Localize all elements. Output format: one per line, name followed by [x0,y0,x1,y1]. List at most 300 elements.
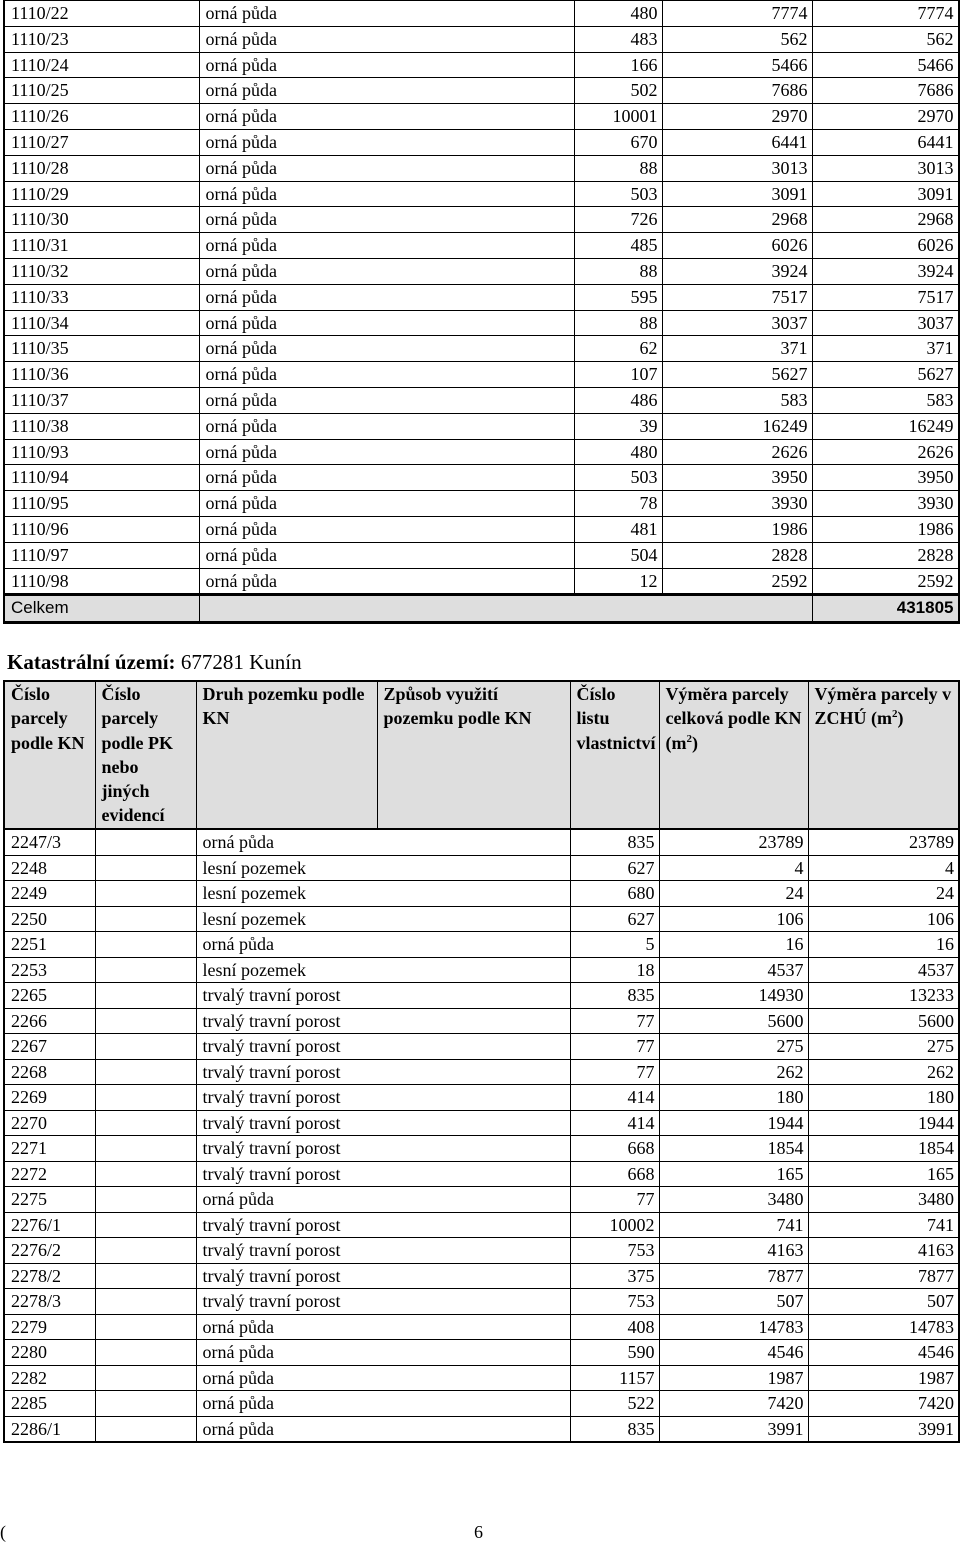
area-zchu-cell: 507 [808,1289,959,1315]
ownership-sheet-cell: 88 [574,155,662,181]
ownership-sheet-cell: 62 [574,336,662,362]
area-zchu-cell: 4163 [808,1238,959,1264]
land-type-cell: orná půda [196,1365,570,1391]
table-row [4,26,959,52]
land-type-cell: orná půda [199,439,574,465]
area-total-cell: 262 [659,1059,808,1085]
area-total-cell: 6026 [662,233,812,259]
area-total-cell: 1854 [659,1136,808,1162]
area-total-cell: 2968 [662,207,812,233]
area-zchu-cell: 1944 [808,1110,959,1136]
land-type-cell: orná půda [196,1416,570,1442]
land-type-cell: orná půda [199,104,574,130]
pk-parcel-cell [95,829,196,855]
table-row [4,881,959,907]
ownership-sheet-cell: 680 [570,881,659,907]
header-ownership-sheet: Číslo listu vlastnictví [570,681,659,829]
table-row [4,233,959,259]
ownership-sheet-cell: 595 [574,284,662,310]
table-row [4,1034,959,1060]
land-type-cell: trvalý travní porost [196,1085,570,1111]
parcel-number-cell: 2279 [4,1314,95,1340]
parcel-number-cell: 2285 [4,1391,95,1417]
area-total-cell: 5600 [659,1008,808,1034]
table-row [4,104,959,130]
ownership-sheet-cell: 668 [570,1136,659,1162]
land-type-cell: trvalý travní porost [196,1034,570,1060]
ownership-sheet-cell: 522 [570,1391,659,1417]
area-zchu-cell: 2970 [812,104,959,130]
area-zchu-cell: 7517 [812,284,959,310]
land-type-cell: lesní pozemek [196,855,570,881]
table-row [4,1416,959,1442]
area-total-cell: 741 [659,1212,808,1238]
parcel-number-cell: 2251 [4,932,95,958]
ownership-sheet-cell: 375 [570,1263,659,1289]
table-row [4,1212,959,1238]
pk-parcel-cell [95,1340,196,1366]
area-zchu-cell: 1987 [808,1365,959,1391]
land-type-cell: orná půda [199,155,574,181]
table-row [4,906,959,932]
area-total-cell: 1986 [662,516,812,542]
area-zchu-cell: 2626 [812,439,959,465]
land-type-cell: lesní pozemek [196,881,570,907]
pk-parcel-cell [95,1110,196,1136]
header-area-zchu: Výměra parcely v ZCHÚ $(m^2)$ [808,681,959,829]
land-type-cell: trvalý travní porost [196,983,570,1009]
ownership-sheet-cell: 503 [574,465,662,491]
table-row [4,181,959,207]
ownership-sheet-cell: 627 [570,906,659,932]
ownership-sheet-cell: 627 [570,855,659,881]
parcel-number-cell: 1110/36 [4,362,199,388]
area-zchu-cell: 165 [808,1161,959,1187]
ownership-sheet-cell: 481 [574,516,662,542]
parcel-number-cell: 1110/35 [4,336,199,362]
pk-parcel-cell [95,1034,196,1060]
parcel-number-cell: 1110/32 [4,258,199,284]
table-row [4,1110,959,1136]
header-parcel-kn: Číslo parcely podle KN [4,681,95,829]
ownership-sheet-cell: 10001 [574,104,662,130]
land-type-cell: orná půda [196,1391,570,1417]
area-zchu-cell: 275 [808,1034,959,1060]
land-type-cell: orná půda [199,310,574,336]
area-zchu-cell: 6441 [812,129,959,155]
land-type-cell: lesní pozemek [196,906,570,932]
parcel-number-cell: 1110/93 [4,439,199,465]
table-row [4,155,959,181]
parcel-number-cell: 1110/94 [4,465,199,491]
area-total-cell: 2592 [662,568,812,595]
parcel-number-cell: 2278/2 [4,1263,95,1289]
table-row [4,1365,959,1391]
table-row [4,284,959,310]
table-row [4,932,959,958]
area-total-cell: 16 [659,932,808,958]
table-row [4,439,959,465]
parcel-number-cell: 1110/37 [4,387,199,413]
table-row [4,1187,959,1213]
area-zchu-cell: 3091 [812,181,959,207]
land-type-cell: orná půda [199,336,574,362]
land-type-cell: orná půda [199,258,574,284]
land-type-cell: orná půda [199,387,574,413]
ownership-sheet-cell: 166 [574,52,662,78]
area-total-cell: 562 [662,26,812,52]
area-total-cell: 5466 [662,52,812,78]
table-row [4,1263,959,1289]
land-type-cell: orná půda [199,542,574,568]
land-type-cell: trvalý travní porost [196,1136,570,1162]
land-type-cell: orná půda [196,829,570,855]
parcel-number-cell: 2276/2 [4,1238,95,1264]
ownership-sheet-cell: 77 [570,1059,659,1085]
table-row [4,491,959,517]
area-total-cell: 7774 [662,1,812,27]
pk-parcel-cell [95,1289,196,1315]
pk-parcel-cell [95,1008,196,1034]
area-zchu-cell: 16 [808,932,959,958]
table-row [4,983,959,1009]
header-parcel-pk: Číslo parcely podle PK nebo jiných evidencí [95,681,196,829]
land-type-cell: orná půda [196,1314,570,1340]
parcel-number-cell: 1110/24 [4,52,199,78]
area-zchu-cell: 1854 [808,1136,959,1162]
ownership-sheet-cell: 78 [574,491,662,517]
area-zchu-cell: 3991 [808,1416,959,1442]
table-row [4,1136,959,1162]
footer-mark: ( [0,1522,6,1542]
table-row [4,129,959,155]
area-total-cell: 3950 [662,465,812,491]
area-zchu-cell: 2592 [812,568,959,595]
parcel-number-cell: 1110/27 [4,129,199,155]
total-row [4,595,959,623]
parcel-number-cell: 2275 [4,1187,95,1213]
land-type-cell: orná půda [199,181,574,207]
area-zchu-cell: 16249 [812,413,959,439]
parcel-table-kunin [3,680,960,1443]
area-zchu-cell: 7420 [808,1391,959,1417]
table-row [4,258,959,284]
parcel-number-cell: 2282 [4,1365,95,1391]
ownership-sheet-cell: 414 [570,1085,659,1111]
ownership-sheet-cell: 480 [574,439,662,465]
table-row [4,1289,959,1315]
pk-parcel-cell [95,855,196,881]
ownership-sheet-cell: 10002 [570,1212,659,1238]
table-row [4,516,959,542]
parcel-number-cell: 2250 [4,906,95,932]
land-type-cell: orná půda [199,413,574,439]
land-type-cell: orná půda [199,26,574,52]
area-zchu-cell: 7686 [812,78,959,104]
parcel-number-cell: 2268 [4,1059,95,1085]
table-row [4,1161,959,1187]
pk-parcel-cell [95,1263,196,1289]
parcel-number-cell: 2272 [4,1161,95,1187]
pk-parcel-cell [95,1059,196,1085]
parcel-number-cell: 2270 [4,1110,95,1136]
area-zchu-cell: 14783 [808,1314,959,1340]
ownership-sheet-cell: 39 [574,413,662,439]
area-total-cell: 6441 [662,129,812,155]
parcel-number-cell: 1110/25 [4,78,199,104]
area-total-cell: 4163 [659,1238,808,1264]
pk-parcel-cell [95,1212,196,1238]
parcel-number-cell: 2265 [4,983,95,1009]
land-type-cell: lesní pozemek [196,957,570,983]
land-type-cell: orná půda [199,516,574,542]
land-type-cell: orná půda [199,491,574,517]
area-total-cell: 1944 [659,1110,808,1136]
pk-parcel-cell [95,1416,196,1442]
table-row [4,1059,959,1085]
table-row [4,1008,959,1034]
table-row [4,855,959,881]
total-value: 431805 [812,595,959,623]
area-total-cell: 4546 [659,1340,808,1366]
table-row [4,1391,959,1417]
pk-parcel-cell [95,1314,196,1340]
total-spacer [199,595,812,623]
area-zchu-cell: 1986 [812,516,959,542]
area-zchu-cell: 7877 [808,1263,959,1289]
area-total-cell: 4537 [659,957,808,983]
parcel-number-cell: 1110/38 [4,413,199,439]
table-row [4,542,959,568]
ownership-sheet-cell: 18 [570,957,659,983]
land-type-cell: orná půda [199,129,574,155]
parcel-number-cell: 1110/29 [4,181,199,207]
land-type-cell: orná půda [196,1340,570,1366]
table-row [4,829,959,855]
land-type-cell: orná půda [199,1,574,27]
area-total-cell: 1987 [659,1365,808,1391]
table-row [4,336,959,362]
pk-parcel-cell [95,983,196,1009]
area-zchu-cell: 3037 [812,310,959,336]
land-type-cell: trvalý travní porost [196,1289,570,1315]
land-type-cell: trvalý travní porost [196,1110,570,1136]
area-total-cell: 3037 [662,310,812,336]
ownership-sheet-cell: 504 [574,542,662,568]
cadastral-area-heading [7,650,302,675]
area-total-cell: 4 [659,855,808,881]
area-total-cell: 14930 [659,983,808,1009]
area-total-cell: 583 [662,387,812,413]
area-zchu-cell: 7774 [812,1,959,27]
area-total-cell: 371 [662,336,812,362]
area-total-cell: 5627 [662,362,812,388]
land-type-cell: orná půda [199,207,574,233]
table-row [4,310,959,336]
area-zchu-cell: 2828 [812,542,959,568]
area-total-cell: 16249 [662,413,812,439]
area-total-cell: 2828 [662,542,812,568]
land-type-cell: orná půda [199,52,574,78]
ownership-sheet-cell: 12 [574,568,662,595]
table-header-row [4,681,959,829]
area-total-cell: 2626 [662,439,812,465]
area-total-cell: 7686 [662,78,812,104]
area-total-cell: 165 [659,1161,808,1187]
area-total-cell: 24 [659,881,808,907]
area-total-cell: 275 [659,1034,808,1060]
pk-parcel-cell [95,1136,196,1162]
table-row [4,362,959,388]
ownership-sheet-cell: 485 [574,233,662,259]
area-total-cell: 507 [659,1289,808,1315]
parcel-number-cell: 1110/26 [4,104,199,130]
ownership-sheet-cell: 835 [570,983,659,1009]
table-row [4,1314,959,1340]
parcel-number-cell: 2278/3 [4,1289,95,1315]
ownership-sheet-cell: 502 [574,78,662,104]
area-total-cell: 180 [659,1085,808,1111]
ownership-sheet-cell: 5 [570,932,659,958]
pk-parcel-cell [95,957,196,983]
area-zchu-cell: 5627 [812,362,959,388]
ownership-sheet-cell: 753 [570,1289,659,1315]
pk-parcel-cell [95,1391,196,1417]
table-row [4,1340,959,1366]
area-zchu-cell: 3924 [812,258,959,284]
parcel-number-cell: 1110/34 [4,310,199,336]
land-type-cell: orná půda [199,568,574,595]
area-total-cell: 23789 [659,829,808,855]
ownership-sheet-cell: 88 [574,310,662,336]
total-label: Celkem [4,595,199,623]
ownership-sheet-cell: 88 [574,258,662,284]
parcel-number-cell: 2247/3 [4,829,95,855]
area-zchu-cell: 371 [812,336,959,362]
area-total-cell: 3991 [659,1416,808,1442]
header-land-type: Druh pozemku podle KN [196,681,377,829]
ownership-sheet-cell: 835 [570,1416,659,1442]
pk-parcel-cell [95,1187,196,1213]
ownership-sheet-cell: 668 [570,1161,659,1187]
header-land-use: Způsob využití pozemku podle KN [377,681,570,829]
pk-parcel-cell [95,881,196,907]
parcel-number-cell: 1110/96 [4,516,199,542]
land-type-cell: orná půda [199,362,574,388]
parcel-number-cell: 1110/95 [4,491,199,517]
ownership-sheet-cell: 77 [570,1187,659,1213]
ownership-sheet-cell: 1157 [570,1365,659,1391]
land-type-cell: orná půda [196,932,570,958]
area-zchu-cell: 5466 [812,52,959,78]
ownership-sheet-cell: 503 [574,181,662,207]
ownership-sheet-cell: 480 [574,1,662,27]
area-total-cell: 14783 [659,1314,808,1340]
land-type-cell: trvalý travní porost [196,1212,570,1238]
ownership-sheet-cell: 753 [570,1238,659,1264]
table-row [4,957,959,983]
pk-parcel-cell [95,1161,196,1187]
area-zchu-cell: 6026 [812,233,959,259]
parcel-number-cell: 1110/97 [4,542,199,568]
land-type-cell: orná půda [199,284,574,310]
ownership-sheet-cell: 590 [570,1340,659,1366]
area-total-cell: 7877 [659,1263,808,1289]
ownership-sheet-cell: 414 [570,1110,659,1136]
area-total-cell: 3924 [662,258,812,284]
area-zchu-cell: 24 [808,881,959,907]
pk-parcel-cell [95,1085,196,1111]
area-zchu-cell: 180 [808,1085,959,1111]
area-total-cell: 2970 [662,104,812,130]
parcel-number-cell: 1110/30 [4,207,199,233]
parcel-number-cell: 2276/1 [4,1212,95,1238]
ownership-sheet-cell: 77 [570,1008,659,1034]
ownership-sheet-cell: 77 [570,1034,659,1060]
ownership-sheet-cell: 486 [574,387,662,413]
area-zchu-cell: 3950 [812,465,959,491]
table-row [4,465,959,491]
pk-parcel-cell [95,1238,196,1264]
parcel-number-cell: 1110/28 [4,155,199,181]
area-zchu-cell: 741 [808,1212,959,1238]
land-type-cell: orná půda [199,233,574,259]
parcel-number-cell: 1110/33 [4,284,199,310]
land-type-cell: trvalý travní porost [196,1161,570,1187]
area-zchu-cell: 562 [812,26,959,52]
parcel-number-cell: 1110/23 [4,26,199,52]
table-row [4,1,959,27]
land-type-cell: trvalý travní porost [196,1263,570,1289]
area-total-cell: 3930 [662,491,812,517]
ownership-sheet-cell: 835 [570,829,659,855]
area-zchu-cell: 13233 [808,983,959,1009]
table-row [4,1085,959,1111]
parcel-number-cell: 2253 [4,957,95,983]
parcel-number-cell: 2249 [4,881,95,907]
ownership-sheet-cell: 483 [574,26,662,52]
table-row [4,1238,959,1264]
parcel-number-cell: 2266 [4,1008,95,1034]
pk-parcel-cell [95,1365,196,1391]
header-area-total: Výměra parcely celková podle KN $(m^2)$ [659,681,808,829]
land-type-cell: orná půda [196,1187,570,1213]
area-total-cell: 7517 [662,284,812,310]
pk-parcel-cell [95,906,196,932]
area-total-cell: 7420 [659,1391,808,1417]
ownership-sheet-cell: 726 [574,207,662,233]
area-zchu-cell: 4 [808,855,959,881]
table-row [4,387,959,413]
land-type-cell: trvalý travní porost [196,1059,570,1085]
area-zchu-cell: 5600 [808,1008,959,1034]
parcel-number-cell: 2271 [4,1136,95,1162]
ownership-sheet-cell: 408 [570,1314,659,1340]
cadastral-area-value: 677281 Kunín [180,650,302,674]
parcel-table-continued [3,0,960,624]
area-zchu-cell: 23789 [808,829,959,855]
area-total-cell: 3091 [662,181,812,207]
page-number: 6 [474,1522,483,1542]
land-type-cell: trvalý travní porost [196,1238,570,1264]
area-zchu-cell: 2968 [812,207,959,233]
land-type-cell: orná půda [199,465,574,491]
table-row [4,413,959,439]
parcel-number-cell: 1110/31 [4,233,199,259]
area-zchu-cell: 3930 [812,491,959,517]
parcel-number-cell: 2248 [4,855,95,881]
area-zchu-cell: 262 [808,1059,959,1085]
